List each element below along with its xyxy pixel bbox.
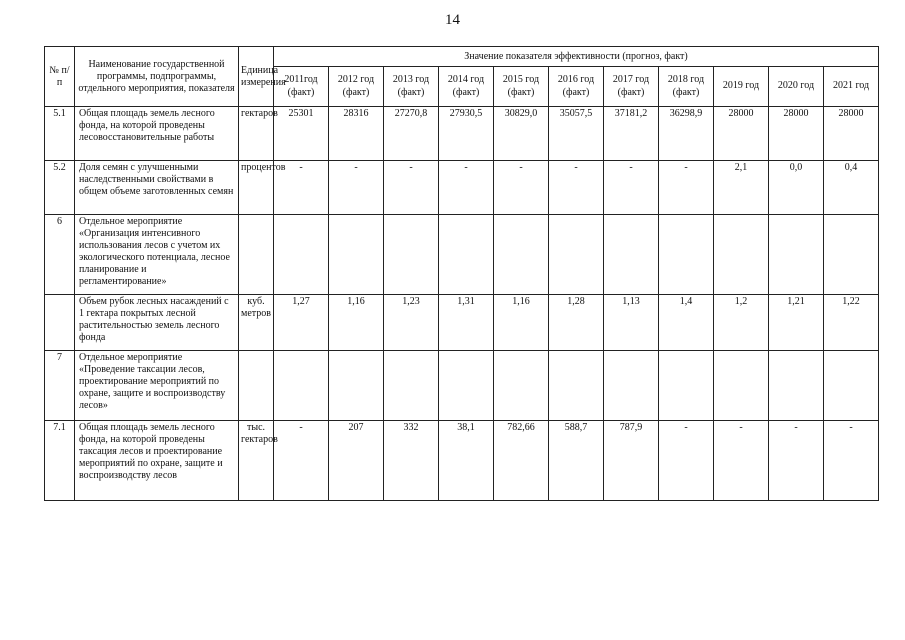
row-value <box>769 351 824 421</box>
header-year-note: (факт) <box>562 86 590 98</box>
header-year-label: 2013 год <box>392 74 430 85</box>
row-value <box>384 351 439 421</box>
header-year <box>494 67 549 107</box>
row-value: 30829,0 <box>494 107 549 161</box>
row-unit <box>239 215 274 295</box>
header-year <box>769 67 824 107</box>
row-value <box>604 351 659 421</box>
row-value <box>494 215 549 295</box>
row-value <box>439 215 494 295</box>
row-value: 28000 <box>769 107 824 161</box>
table-row <box>45 295 879 351</box>
header-year-label: 2011год <box>284 74 318 85</box>
row-value <box>604 215 659 295</box>
row-value <box>329 351 384 421</box>
row-number: 6 <box>45 215 75 295</box>
row-value: 1,21 <box>769 295 824 351</box>
row-value: 36298,9 <box>659 107 714 161</box>
row-value: - <box>824 421 879 501</box>
row-unit: процентов <box>239 161 274 215</box>
header-year-label: 2019 год <box>722 80 760 92</box>
row-name: Отдельное мероприятие «Проведение таксации лесов, проектирование мероприятий по охране, защите и воспроизводству лесов» <box>75 351 239 421</box>
header-year <box>604 67 659 107</box>
row-value: 2,1 <box>714 161 769 215</box>
row-value: 1,16 <box>494 295 549 351</box>
header-year-label: 2018 год <box>667 74 705 85</box>
header-year-label: 2017 год <box>612 74 650 85</box>
header-name: Наименование государственной программы, подпрограммы, отдельного мероприятия, показателя <box>75 47 239 107</box>
row-value: - <box>384 161 439 215</box>
header-year <box>384 67 439 107</box>
row-value: 27930,5 <box>439 107 494 161</box>
row-value: - <box>439 161 494 215</box>
row-value: - <box>659 161 714 215</box>
row-value: 28000 <box>714 107 769 161</box>
header-year <box>824 67 879 107</box>
row-name: Доля семян с улучшенными наследственными свойствами в общем объеме заготовленных семян <box>75 161 239 215</box>
row-value: 1,28 <box>549 295 604 351</box>
page-number: 14 <box>445 12 460 28</box>
row-name: Общая площадь земель лесного фонда, на которой проведены таксация лесов и проектирование мероприятий по охране, защите и воспроизводству лесов <box>75 421 239 501</box>
header-year-note: (факт) <box>507 86 535 98</box>
header-year-label: 2021 год <box>832 80 870 92</box>
row-value <box>659 215 714 295</box>
header-year <box>439 67 494 107</box>
header-year-note: (факт) <box>617 86 645 98</box>
row-value <box>384 215 439 295</box>
row-value: 25301 <box>274 107 329 161</box>
row-name: Общая площадь земель лесного фонда, на которой проведены лесовосстановительные работы <box>75 107 239 161</box>
indicators-table <box>44 46 879 501</box>
row-value: 1,27 <box>274 295 329 351</box>
row-value: 782,66 <box>494 421 549 501</box>
row-value: 28000 <box>824 107 879 161</box>
row-value: 1,31 <box>439 295 494 351</box>
row-value <box>274 351 329 421</box>
table-row <box>45 421 879 501</box>
row-value <box>494 351 549 421</box>
row-value: 207 <box>329 421 384 501</box>
row-value: - <box>659 421 714 501</box>
row-value: - <box>769 421 824 501</box>
header-num: № п/п <box>45 47 75 107</box>
header-year-note: (факт) <box>672 86 700 98</box>
row-number: 5.2 <box>45 161 75 215</box>
row-number: 7 <box>45 351 75 421</box>
header-year <box>714 67 769 107</box>
header-year-note: (факт) <box>342 86 370 98</box>
row-number <box>45 295 75 351</box>
table-body <box>45 107 879 501</box>
row-value: - <box>329 161 384 215</box>
header-year <box>549 67 604 107</box>
row-value: 28316 <box>329 107 384 161</box>
header-year-label: 2015 год <box>502 74 540 85</box>
row-unit: тыс. гектаров <box>239 421 274 501</box>
row-value: 1,22 <box>824 295 879 351</box>
row-value: 332 <box>384 421 439 501</box>
row-value: 37181,2 <box>604 107 659 161</box>
table-row <box>45 351 879 421</box>
header-year-label: 2014 год <box>447 74 485 85</box>
row-value <box>659 351 714 421</box>
header-year-label: 2016 год <box>557 74 595 85</box>
row-value: 35057,5 <box>549 107 604 161</box>
row-value <box>824 215 879 295</box>
row-number: 5.1 <box>45 107 75 161</box>
row-value <box>439 351 494 421</box>
row-value <box>274 215 329 295</box>
row-value: 38,1 <box>439 421 494 501</box>
row-value: 0,4 <box>824 161 879 215</box>
row-value: 1,2 <box>714 295 769 351</box>
row-value: - <box>274 161 329 215</box>
row-number: 7.1 <box>45 421 75 501</box>
header-year-label: 2012 год <box>337 74 375 85</box>
table-row <box>45 161 879 215</box>
table-row <box>45 215 879 295</box>
table-row <box>45 107 879 161</box>
row-value: - <box>604 161 659 215</box>
row-unit: гектаров <box>239 107 274 161</box>
row-value: 1,4 <box>659 295 714 351</box>
row-value <box>824 351 879 421</box>
header-year-note: (факт) <box>397 86 425 98</box>
header-values: Значение показателя эффективности (прогноз, факт) <box>274 47 879 67</box>
row-value: - <box>714 421 769 501</box>
row-name: Отдельное мероприятие «Организация интенсивного использования лесов с учетом их экологического потенциала, лесное планирование и регламентирование» <box>75 215 239 295</box>
row-value: 787,9 <box>604 421 659 501</box>
row-value <box>714 351 769 421</box>
header-year <box>659 67 714 107</box>
row-value <box>769 215 824 295</box>
row-value: 1,16 <box>329 295 384 351</box>
row-value: 588,7 <box>549 421 604 501</box>
row-unit <box>239 351 274 421</box>
row-value: - <box>549 161 604 215</box>
row-value <box>329 215 384 295</box>
header-year-label: 2020 год <box>777 80 815 92</box>
header-year-note: (факт) <box>452 86 480 98</box>
row-name: Объем рубок лесных насаждений с 1 гектара покрытых лесной растительностью земель лесного фонда <box>75 295 239 351</box>
row-value: 0,0 <box>769 161 824 215</box>
row-value <box>714 215 769 295</box>
row-value: 1,23 <box>384 295 439 351</box>
row-value <box>549 351 604 421</box>
row-value <box>549 215 604 295</box>
row-unit: куб. метров <box>239 295 274 351</box>
header-year <box>329 67 384 107</box>
row-value: 27270,8 <box>384 107 439 161</box>
row-value: - <box>494 161 549 215</box>
row-value: 1,13 <box>604 295 659 351</box>
header-year-note: (факт) <box>287 86 315 98</box>
header-unit: Единица измерения <box>239 47 274 107</box>
row-value: - <box>274 421 329 501</box>
